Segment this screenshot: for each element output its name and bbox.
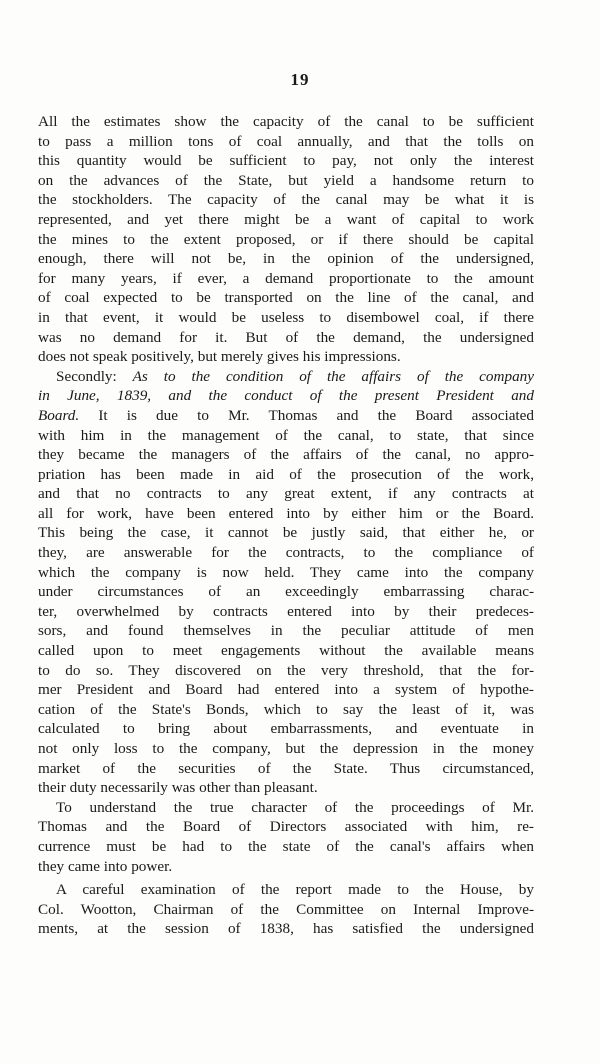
text-line — [38, 465, 534, 485]
line-text: they became the managers of the affairs of the canal, no appro- — [38, 446, 534, 464]
line-text: to pass a million tons of coal annually, and that the tolls on — [38, 132, 534, 150]
text-line — [38, 171, 534, 191]
line-text: ments, at the session of 1838, has satisfied the undersigned — [38, 920, 534, 938]
line-text: To understand the true character of the proceedings of Mr. — [56, 798, 534, 816]
line-text: sors, and found themselves in the peculiar attitude of men — [38, 622, 534, 640]
line-text: Secondly: — [56, 367, 133, 385]
text-line — [38, 484, 534, 504]
line-text: market of the securities of the State. Thus circumstanced, — [38, 759, 534, 777]
text-line — [38, 151, 534, 171]
text-line — [38, 406, 534, 426]
line-text: Thomas and the Board of Directors associated with him, re- — [38, 818, 534, 836]
line-text: enough, there will not be, in the opinion of the undersigned, — [38, 250, 534, 268]
text-line — [38, 563, 534, 583]
line-text: priation has been made in aid of the prosecution of the work, — [38, 465, 534, 483]
line-text: All the estimates show the capacity of the canal to be sufficient — [38, 113, 534, 130]
line-text: called upon to meet engagements without the available means — [38, 642, 534, 660]
text-line — [38, 112, 534, 132]
line-text: this quantity would be sufficient to pay, not only the interest — [38, 152, 534, 170]
text-line — [38, 132, 534, 152]
line-text: does not speak positively, but merely gives his impressions. — [38, 348, 401, 366]
line-text: Col. Wootton, Chairman of the Committee on Internal Improve- — [38, 900, 534, 918]
text-line — [38, 857, 534, 877]
text-line — [38, 661, 534, 681]
text-line — [38, 367, 534, 387]
text-line — [38, 190, 534, 210]
italic-text: Board. — [38, 406, 80, 424]
text-line — [38, 837, 534, 857]
text-line — [38, 269, 534, 289]
line-text: was no demand for it. But of the demand, the undersigned — [38, 328, 534, 346]
text-line — [38, 621, 534, 641]
line-text: calculated to bring about embarrassments, and eventuate in — [38, 720, 534, 738]
text-line — [38, 445, 534, 465]
text-line — [38, 641, 534, 661]
line-text: in that event, it would be useless to disembowel coal, if there — [38, 308, 534, 326]
line-text: It is due to Mr. Thomas and the Board associated — [79, 406, 534, 424]
text-line — [38, 919, 534, 939]
text-line — [38, 347, 534, 367]
text-line — [38, 880, 534, 900]
text-line — [38, 288, 534, 308]
line-text: A careful examination of the report made to the House, by — [56, 881, 534, 899]
line-text: ter, overwhelmed by contracts entered into by their predeces- — [38, 602, 534, 620]
text-line — [38, 798, 534, 818]
line-text: cation of the State's Bonds, which to say the least of it, was — [38, 700, 534, 718]
text-line — [38, 426, 534, 446]
text-line — [38, 739, 534, 759]
text-line — [38, 582, 534, 602]
line-text: the mines to the extent proposed, or if there should be capital — [38, 230, 534, 248]
line-text: not only loss to the company, but the depression in the money — [38, 740, 534, 757]
text-line — [38, 249, 534, 269]
italic-text: As to the condition of the affairs of the company — [132, 367, 534, 385]
line-text: This being the case, it cannot be justly said, that either he, or — [38, 524, 534, 542]
line-text: they came into power. — [38, 857, 173, 875]
line-text: their duty necessarily was other than pleasant. — [38, 779, 318, 797]
text-line — [38, 719, 534, 739]
line-text: of coal expected to be transported on the line of the canal, and — [38, 289, 534, 307]
line-text: for many years, if ever, a demand proportionate to the amount — [38, 269, 534, 287]
line-text: with him in the management of the canal, to state, that since — [38, 426, 534, 444]
text-line — [38, 680, 534, 700]
line-text: under circumstances of an exceedingly embarrassing charac- — [38, 583, 534, 601]
text-line — [38, 386, 534, 406]
line-text: on the advances of the State, but yield a handsome return to — [38, 171, 534, 189]
line-text: all for work, have been entered into by either him or the Board. — [38, 504, 534, 522]
line-text: the stockholders. The capacity of the canal may be what it is — [38, 191, 534, 209]
page-number: 19 — [290, 70, 310, 89]
line-text: currence must be had to the state of the canal's affairs when — [38, 837, 534, 855]
text-line — [38, 759, 534, 779]
text-line — [38, 900, 534, 920]
line-text: mer President and Board had entered into a system of hypothe- — [38, 681, 534, 699]
line-text: they, are answerable for the contracts, to the compliance of — [38, 544, 534, 562]
text-line — [38, 328, 534, 348]
text-line — [38, 523, 534, 543]
line-text: and that no contracts to any great extent, if any contracts at — [38, 485, 534, 503]
line-text: which the company is now held. They came into the company — [38, 563, 534, 581]
text-line — [38, 543, 534, 563]
body-text — [38, 112, 534, 939]
text-line — [38, 308, 534, 328]
text-line — [38, 602, 534, 622]
text-line — [38, 778, 534, 798]
italic-text: in June, 1839, and the conduct of the present President and — [38, 387, 534, 405]
text-line — [38, 210, 534, 230]
text-line — [38, 230, 534, 250]
text-line — [38, 504, 534, 524]
text-line — [38, 817, 534, 837]
line-text: represented, and yet there might be a want of capital to work — [38, 210, 534, 228]
line-text: to do so. They discovered on the very threshold, that the for- — [38, 661, 534, 679]
text-line — [38, 700, 534, 720]
